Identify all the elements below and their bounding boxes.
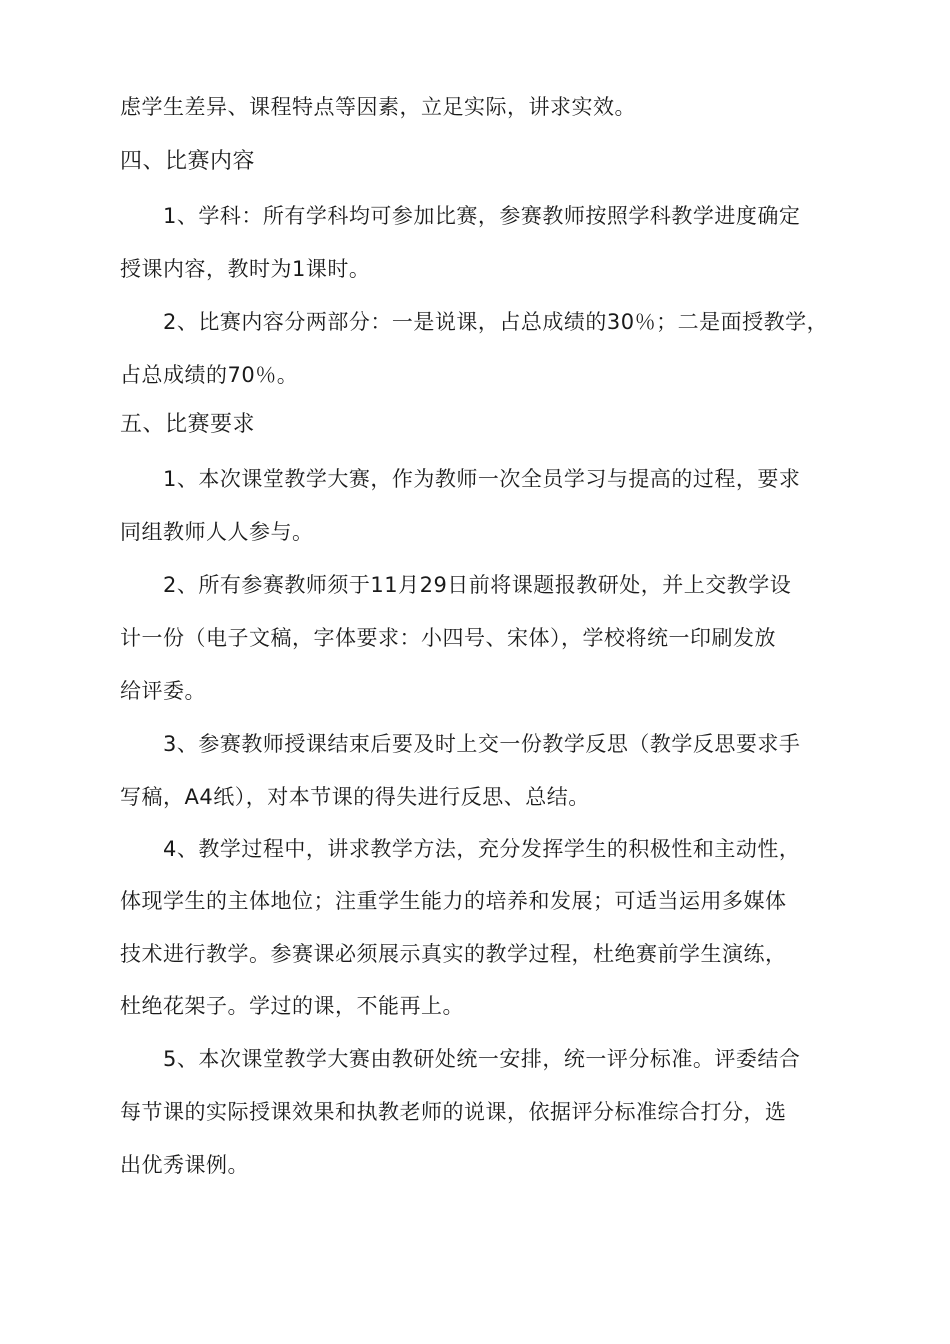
section-heading-content: 四、比赛内容 <box>120 149 256 174</box>
paragraph-line: 3、参赛教师授课结束后要及时上交一份教学反思（教学反思要求手 <box>163 732 801 756</box>
paragraph-line: 出优秀课例。 <box>120 1153 249 1177</box>
paragraph-line: 5、本次课堂教学大赛由教研处统一安排，统一评分标准。评委结合 <box>163 1047 801 1071</box>
paragraph-line: 4、教学过程中，讲求教学方法，充分发挥学生的积极性和主动性， <box>163 837 801 861</box>
paragraph-line: 授课内容，教时为1课时。 <box>120 257 371 281</box>
paragraph-line: 计一份（电子文稿，字体要求：小四号、宋体），学校将统一印刷发放 <box>120 626 776 650</box>
paragraph-line: 占总成绩的70％。 <box>120 363 299 387</box>
paragraph-line: 体现学生的主体地位；注重学生能力的培养和发展；可适当运用多媒体 <box>120 889 787 913</box>
paragraph-line: 技术进行教学。参赛课必须展示真实的教学过程，杜绝赛前学生演练， <box>120 942 787 966</box>
paragraph-line: 杜绝花架子。学过的课，不能再上。 <box>120 994 464 1018</box>
paragraph-line: 虑学生差异、课程特点等因素，立足实际，讲求实效。 <box>120 95 636 119</box>
section-heading-requirements: 五、比赛要求 <box>120 412 256 437</box>
paragraph-line: 2、所有参赛教师须于11月29日前将课题报教研处，并上交教学设 <box>163 573 792 597</box>
paragraph-line: 给评委。 <box>120 679 206 703</box>
paragraph-line: 1、学科：所有学科均可参加比赛，参赛教师按照学科教学进度确定 <box>163 204 801 228</box>
paragraph-line: 写稿，A4纸），对本节课的得失进行反思、总结。 <box>120 785 590 809</box>
paragraph-line: 2、比赛内容分两部分：一是说课，占总成绩的30％；二是面授教学， <box>163 310 829 334</box>
paragraph-line: 同组教师人人参与。 <box>120 520 314 544</box>
paragraph-line: 每节课的实际授课效果和执教老师的说课，依据评分标准综合打分，选 <box>120 1100 787 1124</box>
paragraph-line: 1、本次课堂教学大赛，作为教师一次全员学习与提高的过程，要求 <box>163 467 801 491</box>
